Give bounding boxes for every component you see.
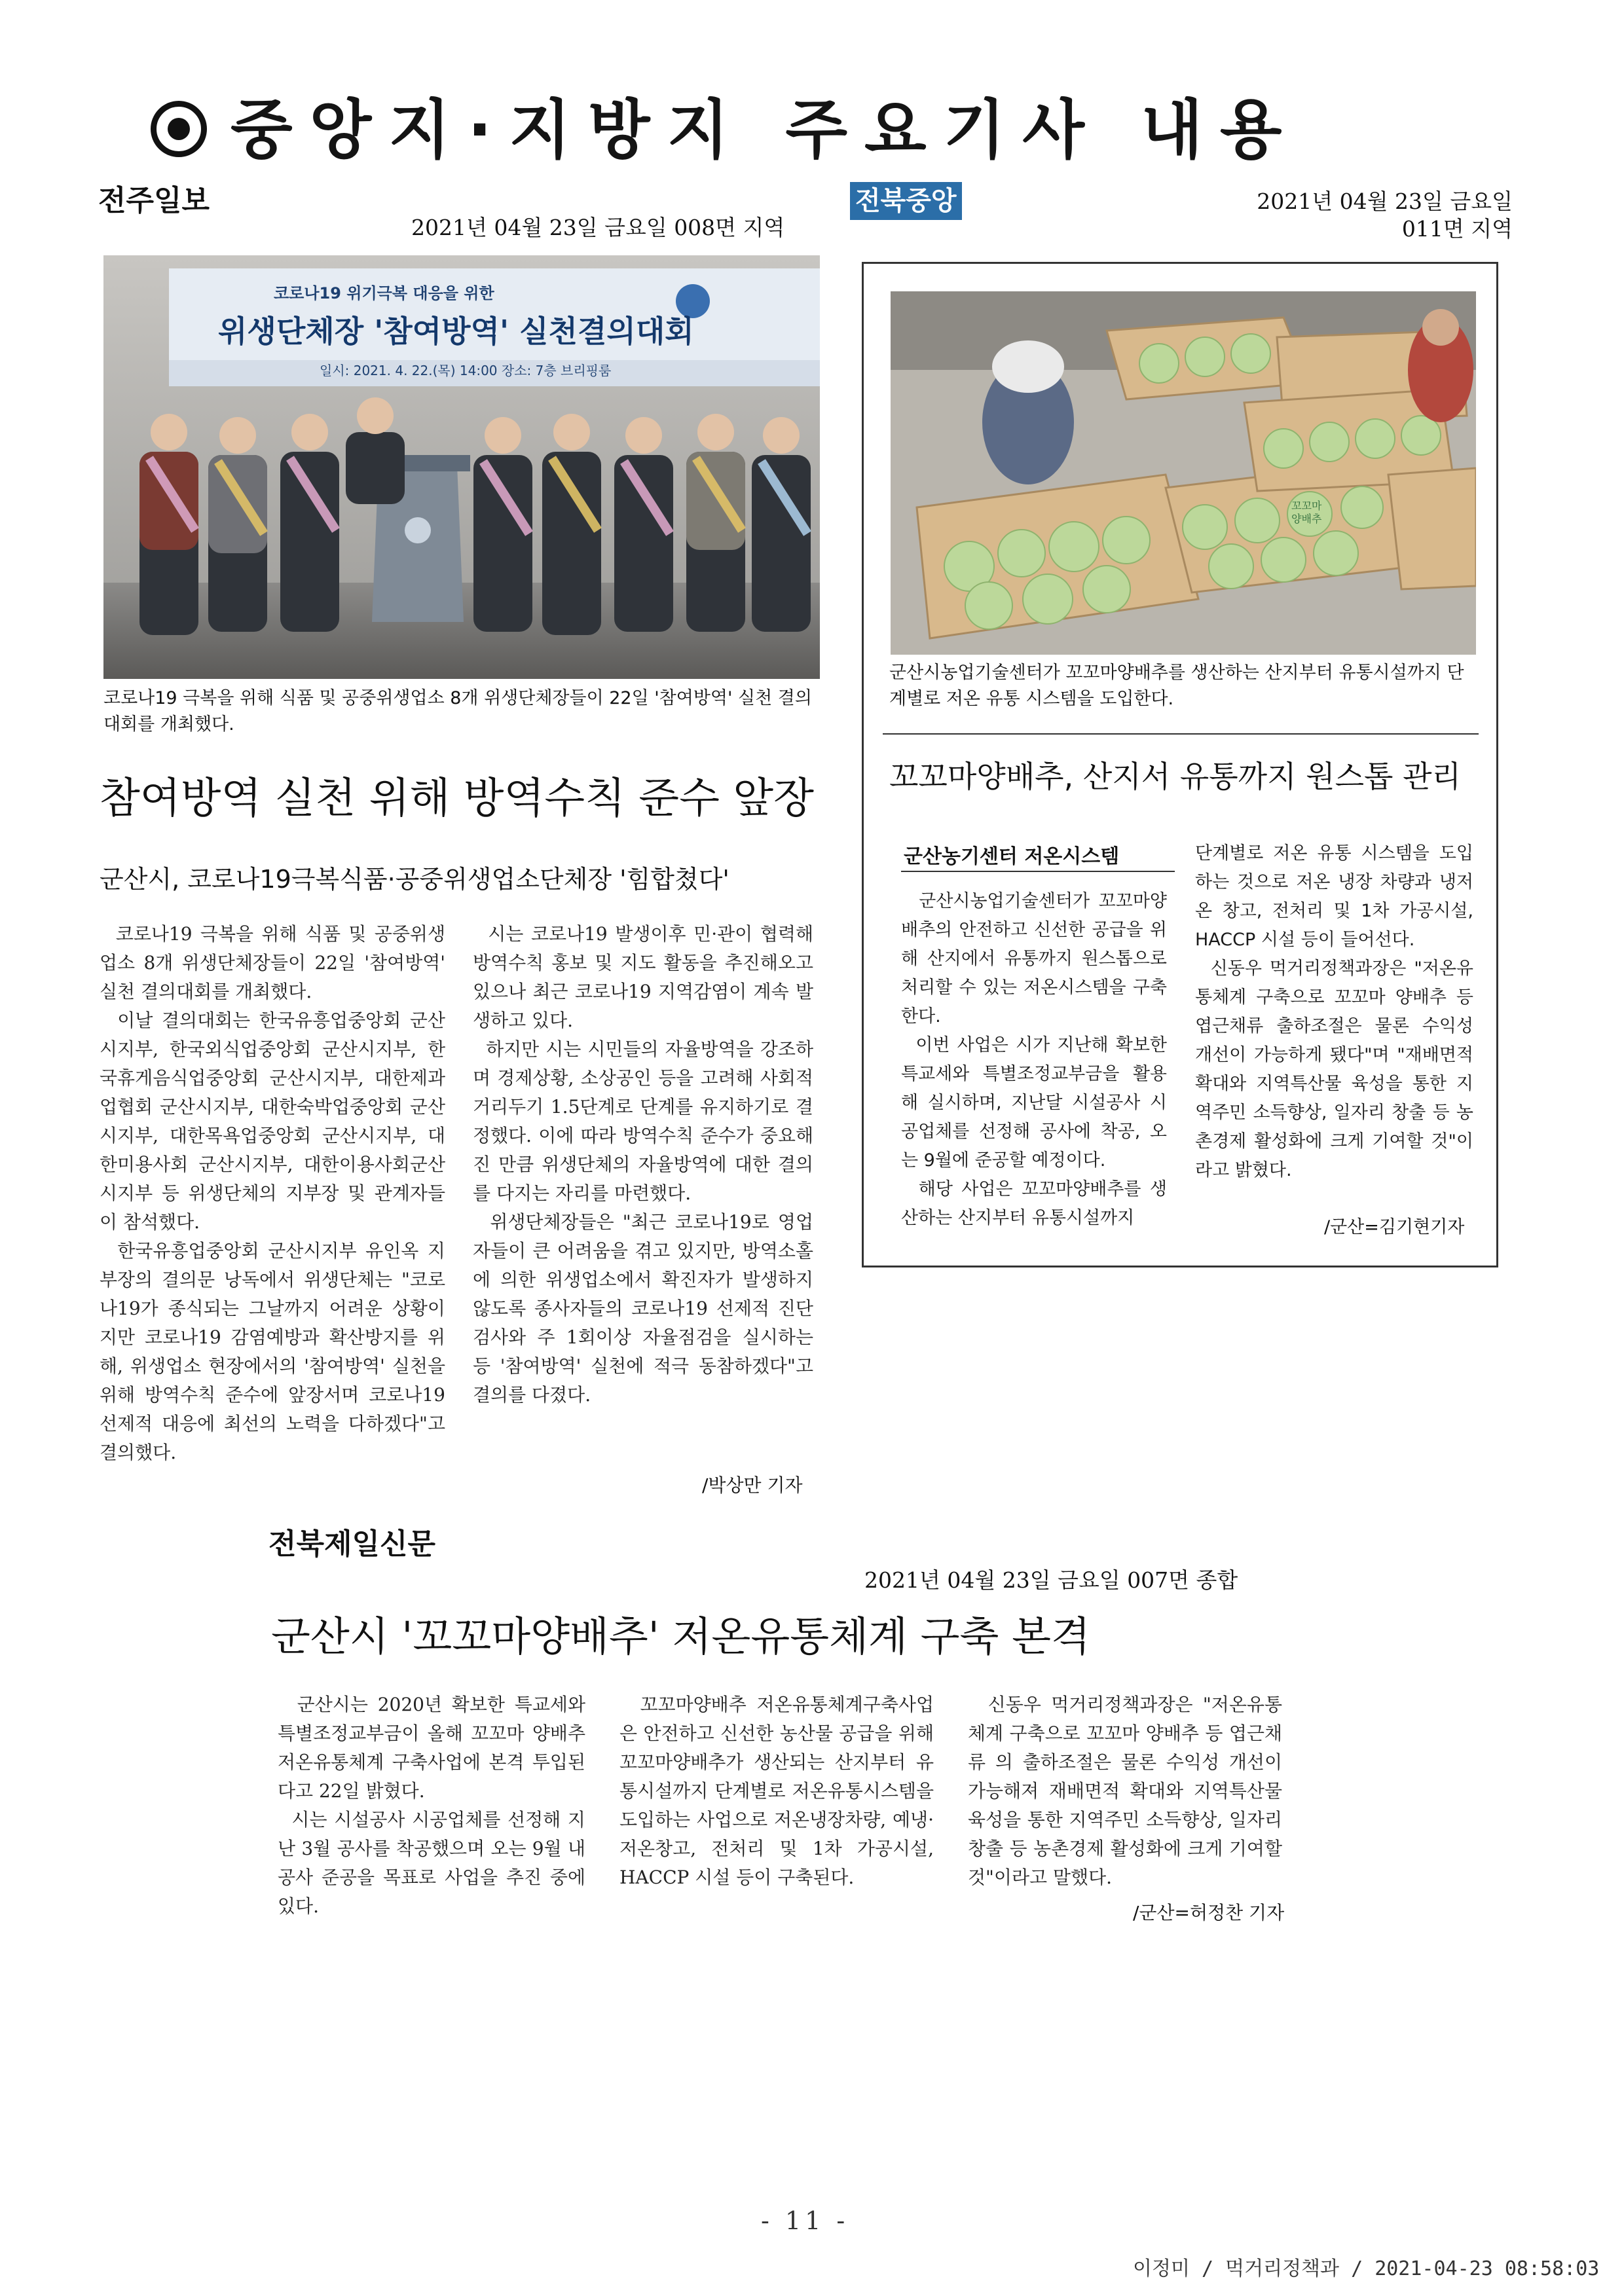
article2-column-1: 군산시농업기술센터가 꼬꼬마양배추의 안전하고 신선한 공급을 위해 산지에서 유통까지 원스톱으로 처리할 수 있는 저온시스템을 구축한다. 이번 사업은 시가 지난해 확보한 특교세와 특별조정교부금을 활용해 실시하며, 지난달 시설공사 시공업체를 선정해 공사에 착공, 오는 9월에 준공할 예정이다. 해당 사업은 꼬꼬마양배추를 생산하는 산지부터 유통시설까지 (901, 891, 1167, 1228)
banner-top-text: 코로나19 위기극복 대응을 위한 (274, 284, 494, 302)
article3-paper-name: 전북제일신문 (268, 1527, 436, 1561)
article1-byline: /박상만 기자 (702, 1474, 803, 1496)
article1-column-1: 코로나19 극복을 위해 식품 및 공중위생업소 8개 위생단체장들이 22일 '참여방역' 실천 결의대회를 개최했다. 이날 결의대회는 한국유흥업중앙회 군산시지부, 한국외식업중앙회 군산시지부, 한국휴게음식업중앙회 군산시지부, 대한제과업협회 군산시지부, 대한숙박업중앙회 군산시지부, 대한목욕업중앙회 군산시지부, 대한미용사회 군산시지부, 대한이용사회군산시지부 등 위생단체의 지부장 및 관계자들이 참석했다. 한국유흥업중앙회 군산시지부 유인옥 지부장의 결의문 낭독에서 위생단체는 "코로나19가 종식되는 그날까지 어려운 상황이지만 코로나19 감염예방과 확산방지를 위해, 위생업소 현장에서의 '참여방역' 실천을 위해 방역수칙 준수에 앞장서며 코로나19 선제적 대응에 최선의 노력을 다하겠다"고 결의했다. (100, 923, 445, 1463)
article3-column-3: 신동우 먹거리정책과장은 "저온유통체계 구축으로 꼬꼬마 양배추 등 엽근채류 의 출하조절은 물론 수익성 개선이 가능해져 재배면적 확대와 지역특산물 육성을 통한 지역주민 소득향상, 일자리 창출 등 농촌경제 활성화에 크게 기여할 것"이라고 말했다. (968, 1694, 1288, 1888)
article2-subhead: 군산농기센터 저온시스템 (904, 845, 1120, 868)
banner-sub-text: 일시: 2021. 4. 22.(목) 14:00 장소: 7층 브리핑룸 (320, 363, 612, 378)
double-circle-bullet-icon (151, 101, 207, 157)
article2-byline: /군산=김기현기자 (1324, 1217, 1465, 1237)
article1-dateline: 2021년 04월 23일 금요일 008면 지역 (411, 215, 785, 240)
article2-paper-badge: 전북중앙 (850, 182, 962, 220)
article1-column-2: 시는 코로나19 발생이후 민·관이 협력해 방역수칙 홍보 및 지도 활동을 추진해오고 있으나 최근 코로나19 지역감염이 계속 발생하고 있다. 하지만 시는 시민들의 자율방역을 강조하며 경제상황, 소상공인 등을 고려해 사회적거리두기 1.5단계로 단계를 유지하기로 결정했다. 이에 따라 방역수칙 준수가 중요해진 만큼 위생단체의 자율방역에 대한 결의를 다지는 자리를 마련했다. 위생단체장들은 "최근 코로나19로 영업자들이 큰 어려움을 겪고 있지만, 방역소홀에 의한 위생업소에서 확진자가 발생하지 않도록 종사자들의 코로나19 선제적 진단검사와 주 1회이상 자율점검을 실시하는 등 '참여방역' 실천에 적극 동참하겠다"고 결의를 다졌다. (473, 923, 813, 1406)
article2-headline: 꼬꼬마양배추, 산지서 유통까지 원스톱 관리 (889, 759, 1461, 794)
cabbage-packing-photo-illustration (891, 291, 1476, 655)
article3-column-2: 꼬꼬마양배추 저온유통체계구축사업은 안전하고 신선한 농산물 공급을 위해 꼬꼬마양배추가 생산되는 산지부터 유통시설까지 단계별로 저온유통시스템을 도입하는 사업으로 저온냉장차량, 예냉·저온창고, 전처리 및 1차 가공시설, HACCP 시설 등이 구축된다. (619, 1694, 940, 1888)
box-label-line-2: 양배추 (1291, 513, 1322, 525)
page-title-text: 중앙지·지방지 주요기사 내용 (231, 93, 1299, 168)
article2-dateline-line2: 011면 지역 (1401, 216, 1513, 242)
box-label-line-1: 꼬꼬마 (1291, 500, 1322, 512)
page-title (151, 79, 1299, 171)
article1-subhead: 군산시, 코로나19극복식품·공중위생업소단체장 '힘합쳤다' (100, 865, 729, 894)
article3-column-1: 군산시는 2020년 확보한 특교세와 특별조정교부금이 올해 꼬꼬마 양배추 저온유통체계 구축사업에 본격 투입된다고 22일 밝혔다. 시는 시설공사 시공업체를 선정해 지난 3월 공사를 착공했으며 오는 9월 내 공사 준공을 목표로 사업을 추진 중에 있다. (278, 1694, 585, 1917)
article2-caption: 군산시농업기술센터가 꼬꼬마양배추를 생산하는 산지부터 유통시설까지 단계별로 저온 유통 시스템을 도입한다. (889, 663, 1464, 709)
article2-subhead-rule (901, 871, 1175, 872)
article3-headline: 군산시 '꼬꼬마양배추' 저온유통체계 구축 본격 (271, 1613, 1090, 1660)
article1-headline: 참여방역 실천 위해 방역수칙 준수 앞장 (100, 774, 814, 823)
box-label (1291, 500, 1321, 526)
article3-dateline: 2021년 04월 23일 금요일 007면 종합 (864, 1567, 1238, 1593)
print-stamp: 이정미 / 먹거리정책과 / 2021-04-23 08:58:03 (1133, 2257, 1600, 2280)
article1-paper-name: 전주일보 (98, 184, 210, 217)
banner-main-text: 위생단체장 '참여방역' 실천결의대회 (218, 314, 694, 349)
article2-column-2: 단계별로 저온 유통 시스템을 도입하는 것으로 저온 냉장 차량과 냉저온 창고, 전처리 및 1차 가공시설, HACCP 시설 등이 들어선다. 신동우 먹거리정책과장은 "저온유통체계 구축으로 꼬꼬마 양배추 등 엽근채류 출하조절은 물론 수익성 개선이 가능하게 됐다"며 "재배면적 확대와 지역특산물 육성을 통한 지역주민 소득향상, 일자리 창출 등 농촌경제 활성화에 크게 기여할 것"이라고 밝혔다. (1195, 843, 1473, 1180)
article1-caption: 코로나19 극복을 위해 식품 및 공중위생업소 8개 위생단체장들이 22일 '참여방역' 실천 결의대회를 개최했다. (103, 688, 812, 735)
article2-dateline-line1: 2021년 04월 23일 금요일 (1257, 189, 1513, 214)
article3-byline: /군산=허정찬 기자 (1133, 1902, 1285, 1923)
article1-photo (103, 255, 820, 679)
page-number: - 11 - (761, 2206, 849, 2235)
article2-photo (891, 291, 1476, 655)
article2-divider (883, 733, 1479, 735)
